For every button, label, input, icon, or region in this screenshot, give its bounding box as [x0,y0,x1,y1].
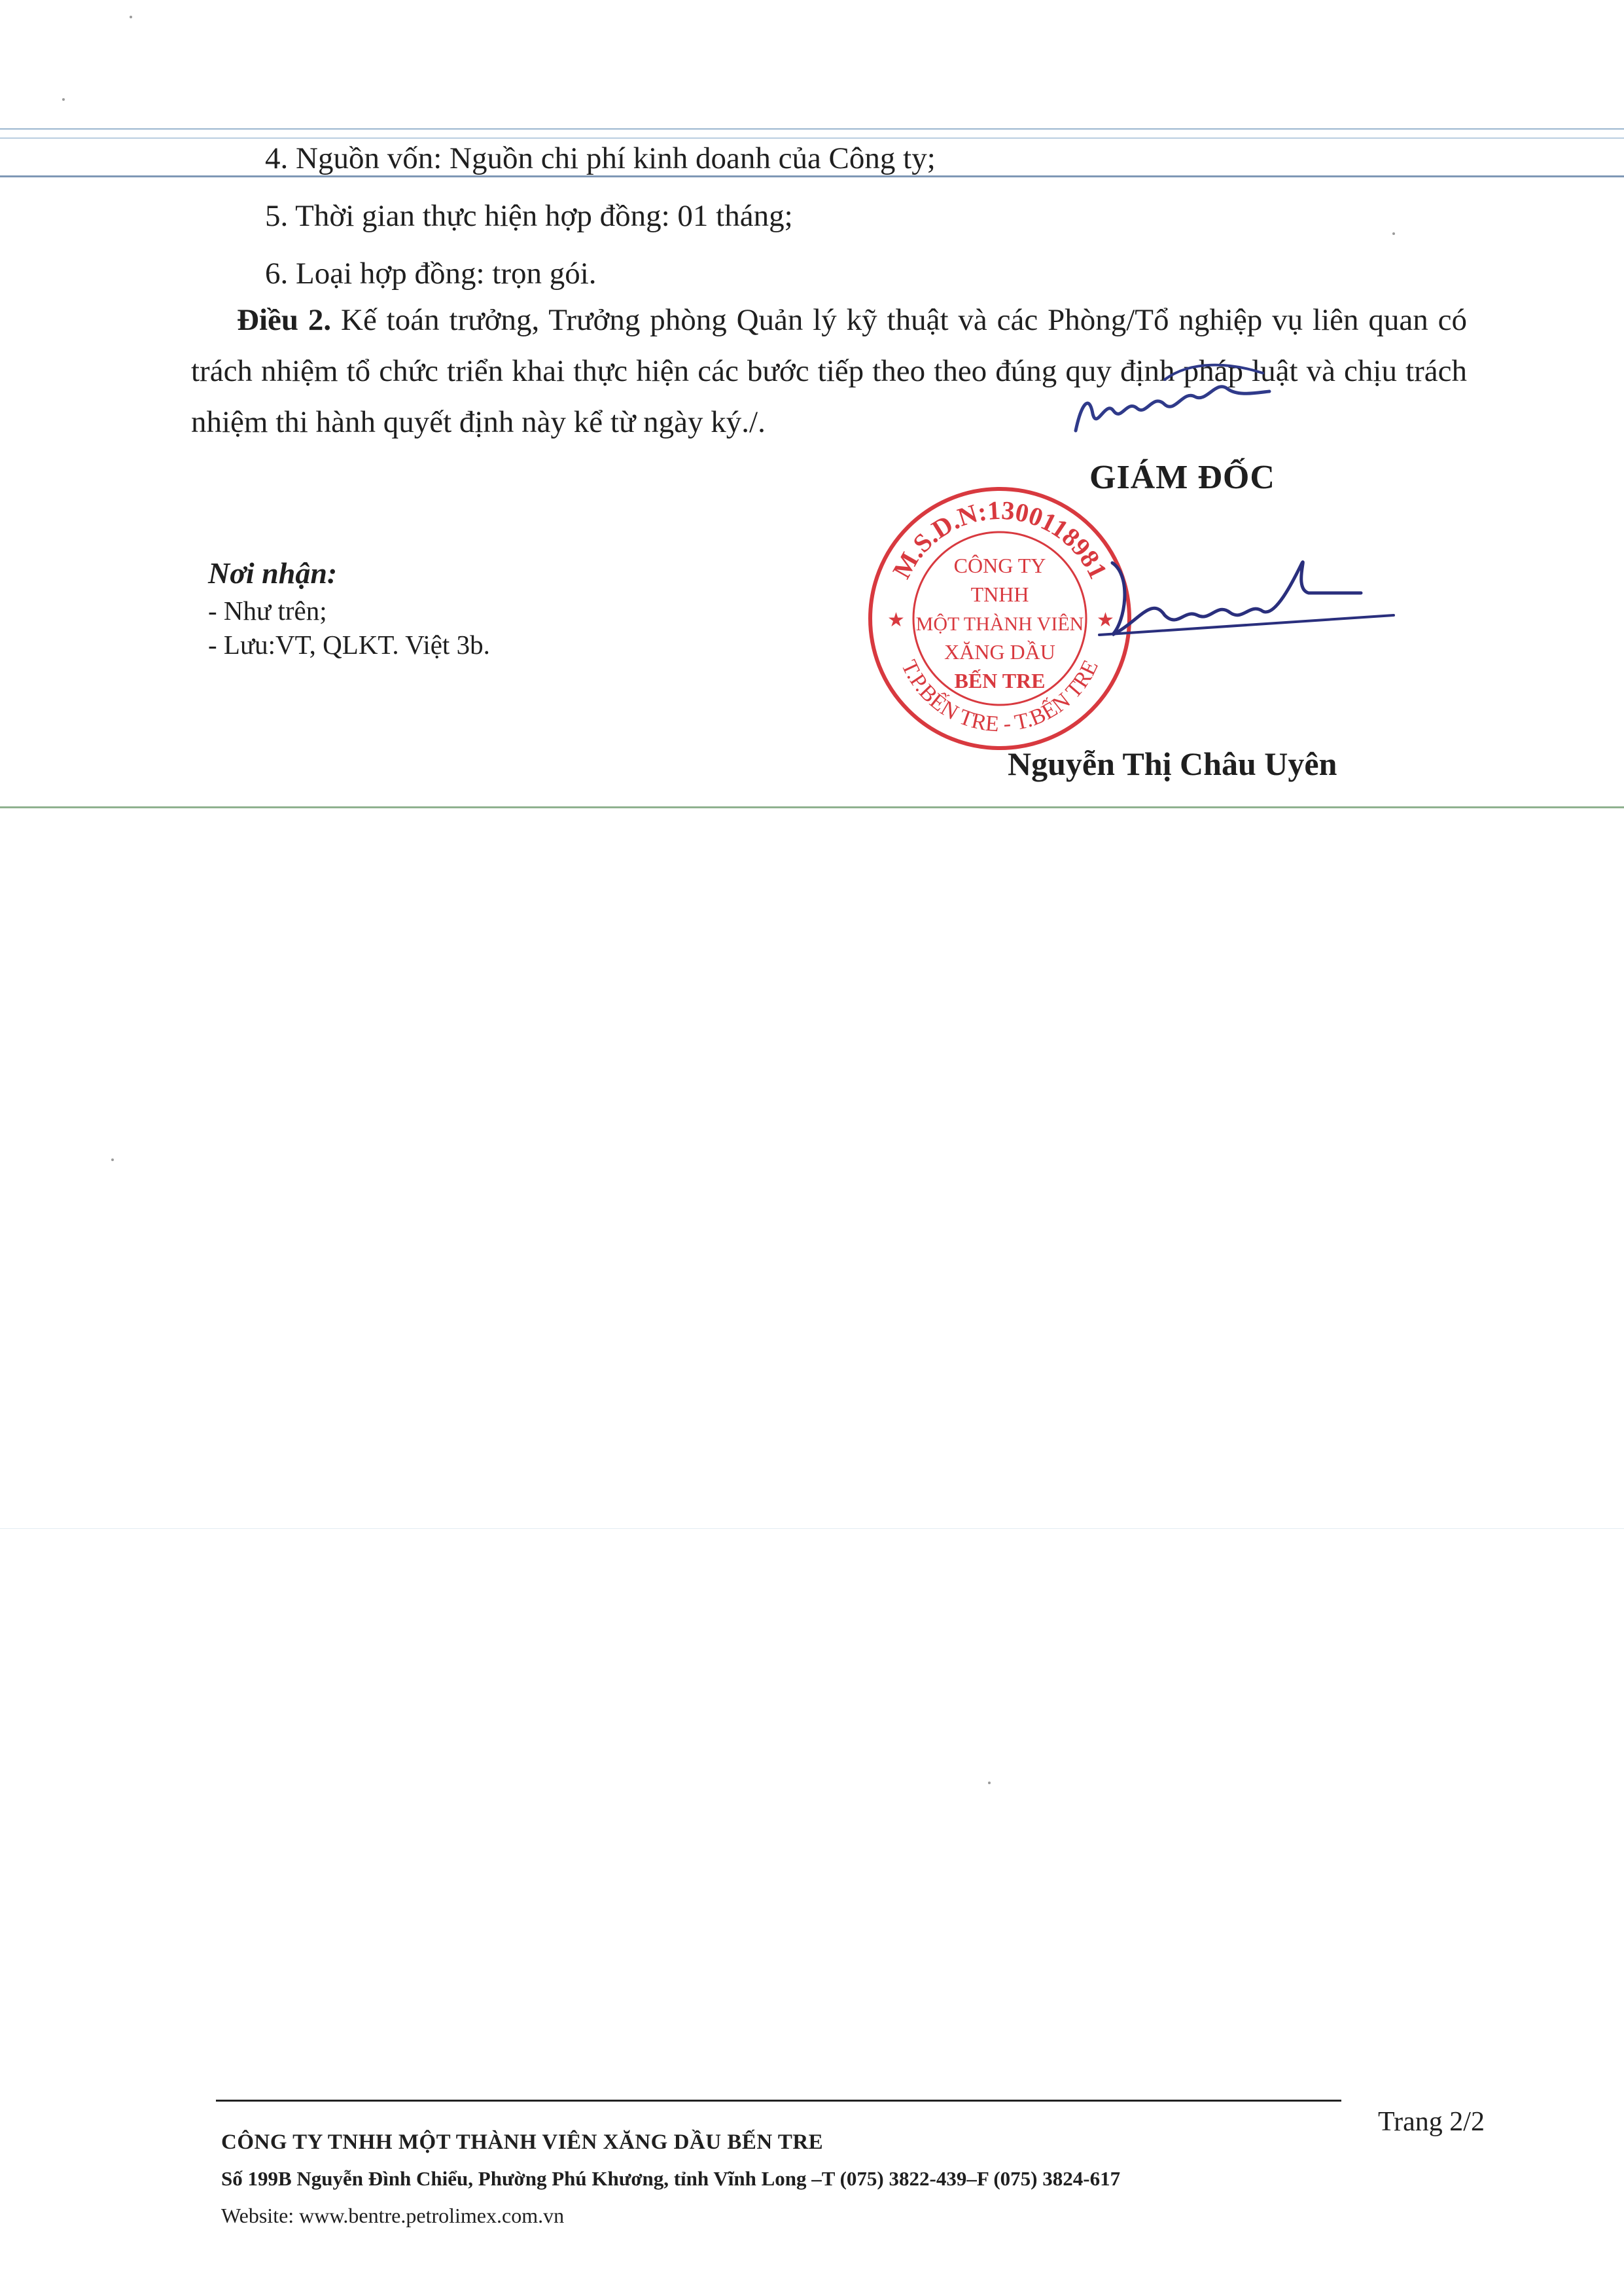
recipient-line: - Lưu:VT, QLKT. Việt 3b. [208,630,490,660]
director-title: GIÁM ĐỐC [1089,459,1275,496]
article-label: Điều 2. [237,303,332,337]
seal-line: BẾN TRE [954,669,1046,692]
recipients-block [208,553,490,662]
scan-speck [130,16,132,18]
scan-line [0,1528,1624,1529]
footer-divider [216,2100,1341,2102]
footer-company: CÔNG TY TNHH MỘT THÀNH VIÊN XĂNG DẦU BẾN TRE [221,2130,824,2154]
list-item: 5. Thời gian thực hiện hợp đồng: 01 tháng; [265,199,793,233]
scan-speck [1392,232,1395,235]
director-signature [1086,550,1400,661]
scan-line [0,128,1624,130]
seal-bottom-text: T.P.BẾN TRE - T.BẾN TRE [896,656,1103,737]
signer-name: Nguyễn Thị Châu Uyên [1008,745,1337,782]
svg-text:★: ★ [887,609,905,631]
page-number: Trang 2/2 [1378,2107,1485,2137]
scan-speck [111,1158,114,1161]
seal-line: CÔNG TY [953,554,1046,577]
recipients-title: Nơi nhận: [208,556,338,590]
list-item: 4. Nguồn vốn: Nguồn chi phí kinh doanh của Công ty; [265,141,936,175]
footer [221,2124,1120,2234]
scan-speck [62,98,65,101]
scan-line [0,806,1624,808]
recipient-line: - Như trên; [208,596,327,626]
initials-mark [1067,353,1276,439]
list-item: 6. Loại hợp đồng: trọn gói. [265,257,597,291]
scan-speck [988,1782,991,1784]
svg-text:★: ★ [1097,609,1114,631]
footer-address: Số 199B Nguyễn Đình Chiểu, Phường Phú Khương, tỉnh Vĩnh Long –T (075) 3822-439–F (075) 3824-617 [221,2167,1121,2190]
seal-outer-text: M.S.D.N:1300118981 [886,495,1114,584]
article-text: Kế toán trưởng, Trưởng phòng Quản lý kỹ thuật và các Phòng/Tổ nghiệp vụ liên quan có trách nhiệm tổ chức triển khai thực hiện các bước tiếp theo theo đúng quy định pháp luật và chịu trách nhiệm thi hành quyết định này kể từ ngày ký./. [191,303,1467,439]
seal-line: XĂNG DẦU [944,640,1055,664]
seal-line: MỘT THÀNH VIÊN [915,613,1084,635]
seal-line: TNHH [970,583,1029,606]
footer-website: Website: www.bentre.petrolimex.com.vn [221,2204,565,2227]
